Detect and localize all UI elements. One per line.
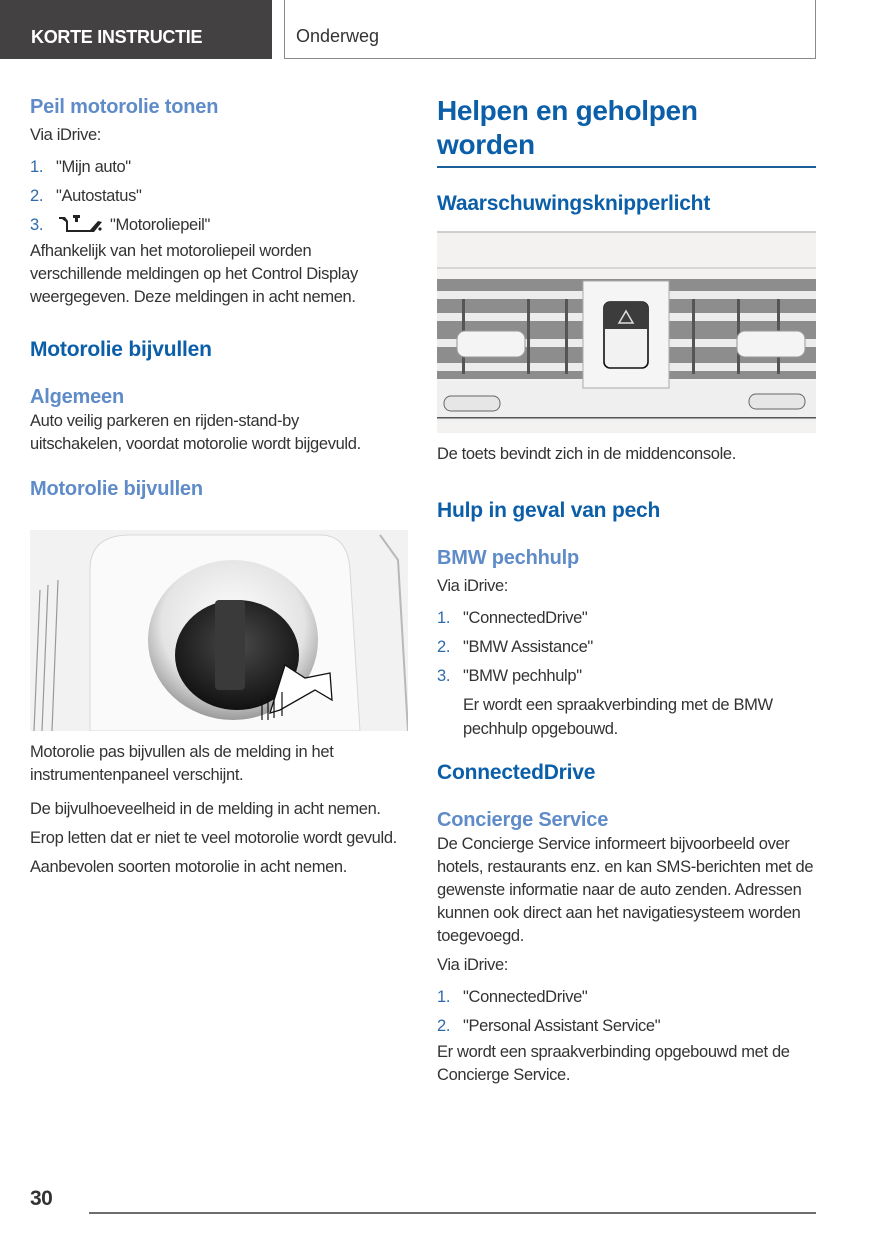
list-text: "Autostatus" [56,187,142,205]
bijvullen-para-2: De bijvulhoeveelheid in de melding in acht nemen. [30,800,381,818]
heading-rule [437,166,816,168]
hazard-button-image [437,231,816,433]
list-text: "BMW pechhulp" [463,667,582,685]
footer-rule [89,1212,816,1214]
center-console-illustration [437,231,816,433]
list-item [30,182,392,211]
bijvullen-para-1: Motorolie pas bijvullen als de melding in het instrumentenpaneel verschijnt. [30,743,334,784]
list-number: 1. [30,158,44,176]
list-text: "ConnectedDrive" [463,988,588,1006]
oil-can-icon [56,213,102,233]
list-item [30,211,392,240]
oil-filler-cap-image [30,530,408,731]
left-column [30,94,392,502]
peil-steps [30,153,392,240]
heading-waarschuwing: Waarschuwingsknipperlicht [437,191,711,215]
concierge-outro: Er wordt een spraakverbinding opgebouwd met de Concierge Service. [437,1043,790,1084]
heading-connecteddrive: ConnectedDrive [437,761,596,784]
list-number: 3. [30,216,44,234]
peil-body: Afhankelijk van het motoroliepeil worden verschillende meldingen op het Control Display weergegeven. Deze meldingen in acht nemen. [30,242,358,306]
concierge-body: De Concierge Service informeert bijvoorbeeld over hotels, restaurants enz. en kan SMS-berichten met de gewenste informatie naar de auto zenden. Adressen kunnen ook direct aan het navigatiesysteem worden toegevoegd. [437,835,814,945]
heading-helpen: Helpen en geholpen worden [437,95,698,160]
list-text: "BMW Assistance" [463,638,593,656]
list-item [437,1012,816,1041]
section-label: KORTE INSTRUCTIE [31,27,203,47]
list-item [437,604,816,633]
list-number: 2. [30,187,44,205]
page-number: 30 [30,1187,53,1210]
peil-intro: Via iDrive: [30,126,102,144]
right-column [437,94,816,218]
heading-algemeen: Algemeen [30,386,124,408]
section-tab [0,0,272,59]
pech-steps [437,604,816,741]
concierge-intro: Via iDrive: [437,956,509,974]
chapter-label: Onderweg [296,26,380,46]
list-text: "Motoroliepeil" [110,216,211,234]
heading-peil: Peil motorolie tonen [30,96,219,118]
list-number: 2. [437,1017,451,1035]
bijvullen-text [30,741,400,879]
concierge-steps [437,983,816,1041]
list-number: 2. [437,638,451,656]
list-number: 1. [437,609,451,627]
list-item [30,153,392,182]
bijvullen-para-3: Erop letten dat er niet te veel motorolie wordt gevuld. [30,829,397,847]
warning-caption: De toets bevindt zich in de middenconsole. [437,445,736,463]
heading-bijvullen: Motorolie bijvullen [30,338,212,361]
heading-pech: Hulp in geval van pech [437,499,661,522]
heading-concierge: Concierge Service [437,809,609,831]
list-subtext: Er wordt een spraakverbinding met de BMW pechhulp opgebouwd. [463,696,773,738]
list-number: 1. [437,988,451,1006]
chapter-tab [284,0,816,59]
list-item [437,983,816,1012]
oil-filler-cap-illustration [30,530,408,731]
heading-bmw-pechhulp: BMW pechhulp [437,547,580,569]
list-text: "Personal Assistant Service" [463,1017,661,1035]
pech-intro: Via iDrive: [437,577,509,595]
list-number: 3. [437,667,451,685]
list-text: "ConnectedDrive" [463,609,588,627]
list-item [437,633,816,662]
list-text: "Mijn auto" [56,158,131,176]
algemeen-body: Auto veilig parkeren en rijden-stand-by uitschakelen, voordat motorolie wordt bijgevuld. [30,412,361,453]
heading-bijvullen-sub: Motorolie bijvullen [30,478,203,500]
list-item [437,662,816,741]
bijvullen-para-4: Aanbevolen soorten motorolie in acht nemen. [30,858,347,876]
right-column-lower [437,443,816,1087]
